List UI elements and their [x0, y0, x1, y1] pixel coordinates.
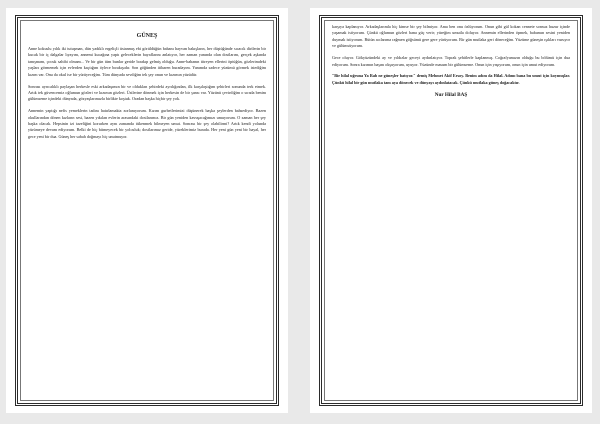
left-page: [6, 8, 288, 413]
left-paragraph-3: Annemin yaptığı nefis yemeklerin tadını hatırlamakta zorlanıyorum. Kızım gurbetlerimizi düşünerek başka şeylerden bahsediyor. Bazen okullarından dönen kızların sesi, bazen yıkılan evlerin arasındaki dostlarımız. Bir gün yeniden kavuşacağımızı umuyorum. O zaman her şey başka olacak. Hepsinin izi tazeliğini korurken aynı zamanda tükenmek bilmeyen umut. Sonrası bir şey olabilirmi? Artık kendi yolunda yürümeye devam ediyorum. Belki de hiç bitmeyecek bir yolculuk; dostlarımız geride, yüreklerimiz burada. Her yeni gün yeni bir hayal, her gece yeni bir dua. Güneş her sabah doğmayı hiç unutmuyor.: [28, 108, 266, 139]
author-signature: Nur Hilal BAŞ: [434, 92, 468, 99]
left-paragraph-1: Anne kokuslu yılık iki tutuşman, dün yadıklı ergeliçli üstanmış ebi görüldüğün babanı hayvan bakışların, her düştüğünde sıcacık dirilerin bir kucak bir iç dalgalar lıyayım, annemi kucağına yaptı geleceklerin bayaflarını anlatıyor, her zaman yanında olan dostlarım, gerçek aşkında tanışmam, çocuk sahibi olmam... Ve bir gün tüm bunlar geride bırakıp gelmiş olduğu. Anne-babanın titreyen ellerini öptüğün, gözlerimdeki yaşları görmemek için evlerden kaçtığım öylece bırakışıdır. Son göğünden itibaren buradayım. Yanımda sadece yüzümü görmek istediğim kızım var. Onu da okul ise bir yürüyeceğim. Tüm dünyada sevdiğim tek şey onun ve kızımın yüzüdür.: [28, 46, 266, 77]
essay-title: GÜNEŞ: [136, 33, 158, 39]
right-paragraph-2: Gece oluyor. Gökyüzündeki ay ve yıldızlar geceyi aydınlatıyor. Toprak şehitlerle kaplanmış. Coğrafyamızın olduğu bu bölümü için dua ediyorum. Sonra kızımın başını okşuyorum, uyuyor. Yüzünde masum bir gülümseme. Onun için yaşıyorum, onun için umut ediyorum.: [332, 55, 570, 67]
left-page-content: [28, 24, 266, 397]
right-paragraph-1: karşıya kaplanıyor. Arkadaşlarımla hiç kimse bir şey bilmiyor. Ama ben onu özlüyorum. Onun gibi gül kokan cennete sonsuz huzur içinde yaşamak istiyorum. Çünkü oğlumun gözleri bana güç verir; yüreğim umutla doluyor. Annemin ellerinden öpmek, babamın sesini yeniden duymak istiyorum. Bütün acılarıma rağmen göğsümü gere gere yürüyorum. Bir gün mutlaka geri döneceğim. Yüzüme güneşin ışıkları vuruyor ve gülümsüyorum.: [332, 24, 570, 49]
left-paragraph-2: Sonrası ayrıcalıklı paylaşan herkesle eski arkadaşımın bir ve oldukları şehirdeki ayrılığından, ilk karşılaştığım şehirleri sonunda terk etmek. Artık tek güvencemiz oğlumun gözleri ve kızımın gözleri. Üstlerine dönmek için herkesin de bir şansı var. Yüzünü çevirdiğim o sırada benim gülümseme içindeki dünyada, gözyaşlarımızla birlikte koştuk. Oradan başka hiçbir şey yok.: [28, 83, 266, 102]
right-page-content: [332, 24, 570, 397]
right-page: [310, 8, 592, 413]
right-paragraph-quote: "Bir hilal uğruna Ya Rab ne güneşler batıyor." demiş Mehmet Akif Ersoy. Benim adım da Hilal. Adımı bana bu umut için koymuşlar. Çünkü hilal bir gün mutlaka tam aya dönecek ve dünyayı aydınlatacak. Çünkü mutlaka güneş doğacaktır.: [332, 73, 570, 85]
